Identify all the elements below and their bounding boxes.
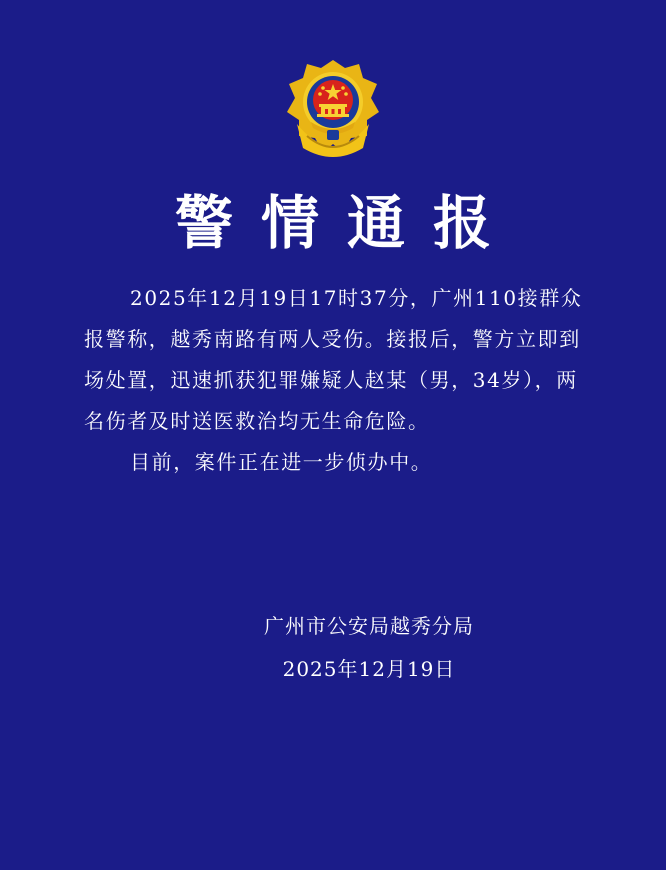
notice-paragraph: 目前，案件正在进一步侦办中。 xyxy=(130,450,433,474)
signature-date: 2025年12月19日 xyxy=(282,657,456,681)
notice-title: 警情通报 xyxy=(174,189,519,257)
notice-body xyxy=(84,278,584,483)
signature-organization: 广州市公安局越秀分局 xyxy=(264,614,474,638)
notice-paragraph: 2025年12月19日17时37分，广州110接群众报警称，越秀南路有两人受伤。接报后，警方立即到场处置，迅速抓获犯罪嫌疑人赵某（男，34岁），两名伤者及时送医救治均无生命危险。 xyxy=(84,286,583,433)
police-emblem-icon xyxy=(283,58,383,162)
